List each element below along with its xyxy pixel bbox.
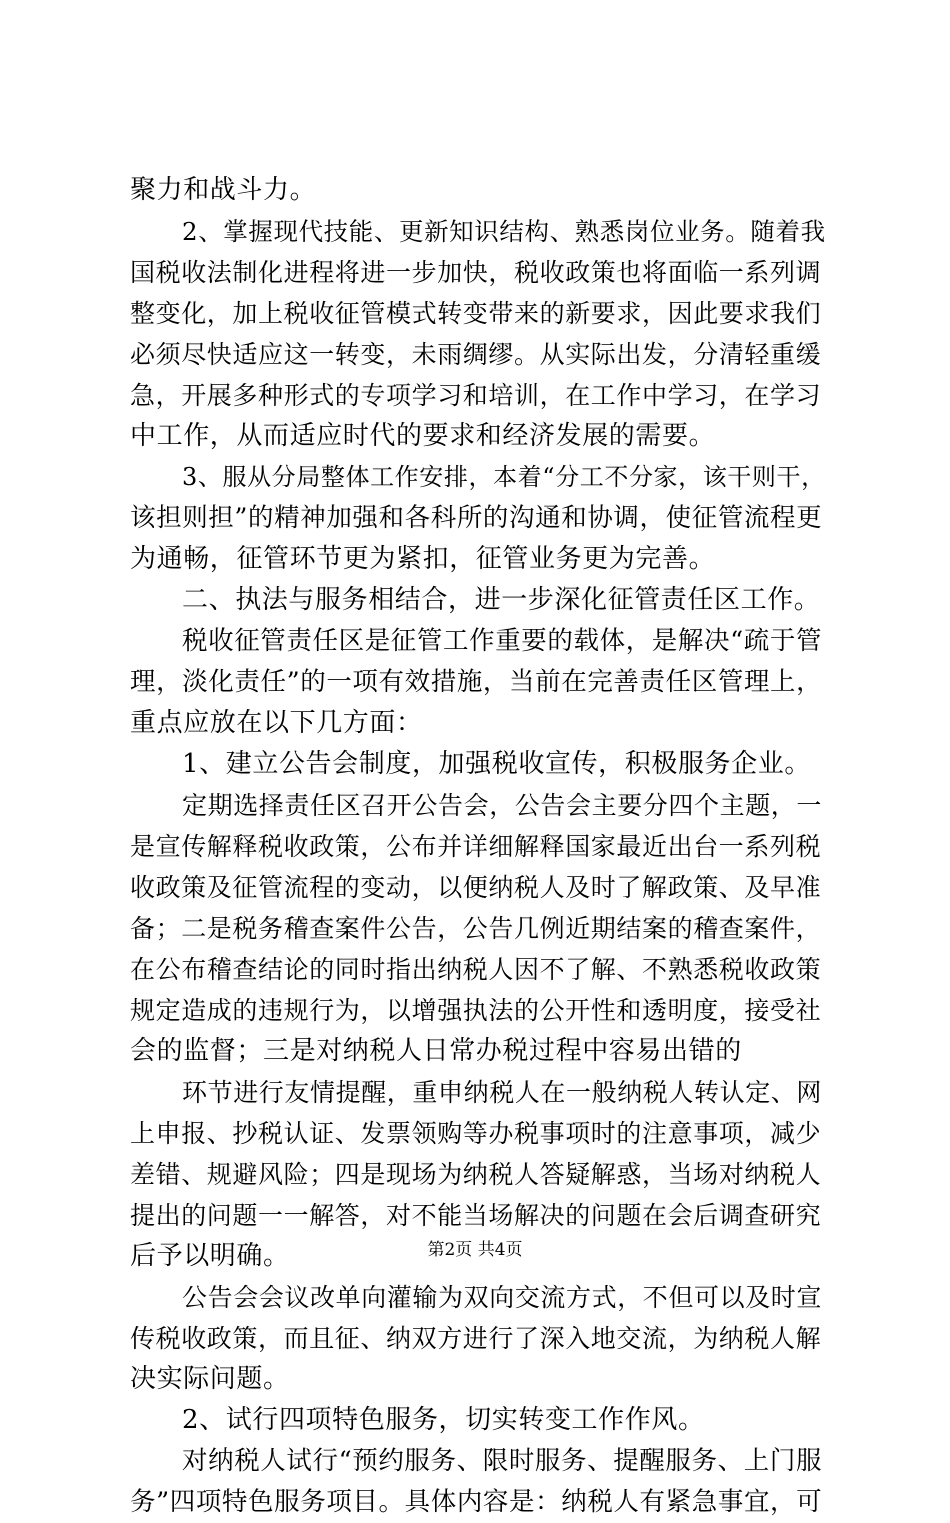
page-number-footer: 第2页 共4页 (427, 1240, 523, 1260)
text-line: 为通畅，征管环节更为紧扣，征管业务更为完善。 (130, 544, 716, 574)
text-line: 环节进行友情提醒，重申纳税人在一般纳税人转认定、网 (182, 1078, 823, 1107)
text-line: 备；二是税务稽查案件公告，公告几例近期结案的稽查案件， (130, 914, 822, 943)
document-body (130, 170, 830, 1523)
text-line: 急，开展多种形式的专项学习和培训，在工作中学习，在学习 (130, 381, 822, 410)
text-line: 二、执法与服务相结合，进一步深化征管责任区工作。 (182, 585, 821, 615)
text-line: 公告会会议改单向灌输为双向交流方式，不但可以及时宣 (182, 1283, 823, 1312)
text-line: 传税收政策，而且征、纳双方进行了深入地交流，为纳税人解 (130, 1324, 822, 1353)
text-line: 决实际问题。 (130, 1364, 290, 1394)
text-line: 后予以明确。 (130, 1241, 290, 1271)
text-line: 收政策及征管流程的变动，以便纳税人及时了解政策、及早准 (130, 873, 822, 902)
text-line: 整变化，加上税收征管模式转变带来的新要求，因此要求我们 (130, 299, 822, 328)
text-line: 2、试行四项特色服务，切实转变工作作风。 (182, 1405, 705, 1435)
text-line: 2、掌握现代技能、更新知识结构、熟悉岗位业务。随着我 (182, 217, 826, 246)
text-line: 理，淡化责任”的一项有效措施，当前在完善责任区管理上， (130, 667, 823, 697)
text-line: 必须尽快适应这一转变，未雨绸缪。从实际出发，分清轻重缓 (130, 340, 822, 369)
text-line: 国税收法制化进程将进一步加快，税收政策也将面临一系列调 (130, 258, 822, 287)
text-line: 是宣传解释税收政策，公布并详细解释国家最近出台一系列税 (130, 832, 822, 861)
text-line: 聚力和战斗力。 (130, 175, 317, 205)
text-line: 上申报、抄税认证、发票领购等办税事项时的注意事项，减少 (130, 1119, 822, 1148)
text-line: 对纳税人试行“预约服务、限时服务、提醒服务、上门服 (182, 1446, 823, 1476)
text-line: 务”四项特色服务项目。具体内容是：纳税人有紧急事宜，可 (130, 1487, 823, 1517)
text-line: 税收征管责任区是征管工作重要的载体，是解决“疏于管 (182, 626, 823, 656)
text-line: 1、建立公告会制度，加强税收宣传，积极服务企业。 (182, 749, 811, 779)
text-line: 提出的问题一一解答，对不能当场解决的问题在会后调查研究 (130, 1201, 822, 1230)
text-line: 会的监督；三是对纳税人日常办税过程中容易出错的 (130, 1036, 742, 1066)
text-line: 重点应放在以下几方面： (130, 708, 423, 738)
text-line: 定期选择责任区召开公告会，公告会主要分四个主题，一 (182, 791, 823, 820)
text-line: 3、服从分局整体工作安排，本着“分工不分家，该干则干， (182, 463, 826, 491)
text-line: 在公布稽查结论的同时指出纳税人因不了解、不熟悉税收政策 (130, 955, 822, 984)
text-line: 中工作，从而适应时代的要求和经济发展的需要。 (130, 421, 716, 451)
text-line: 差错、规避风险；四是现场为纳税人答疑解惑，当场对纳税人 (130, 1160, 822, 1189)
text-line: 该担则担”的精神加强和各科所的沟通和协调，使征管流程更 (130, 503, 823, 533)
text-line: 规定造成的违规行为，以增强执法的公开性和透明度，接受社 (130, 996, 822, 1025)
